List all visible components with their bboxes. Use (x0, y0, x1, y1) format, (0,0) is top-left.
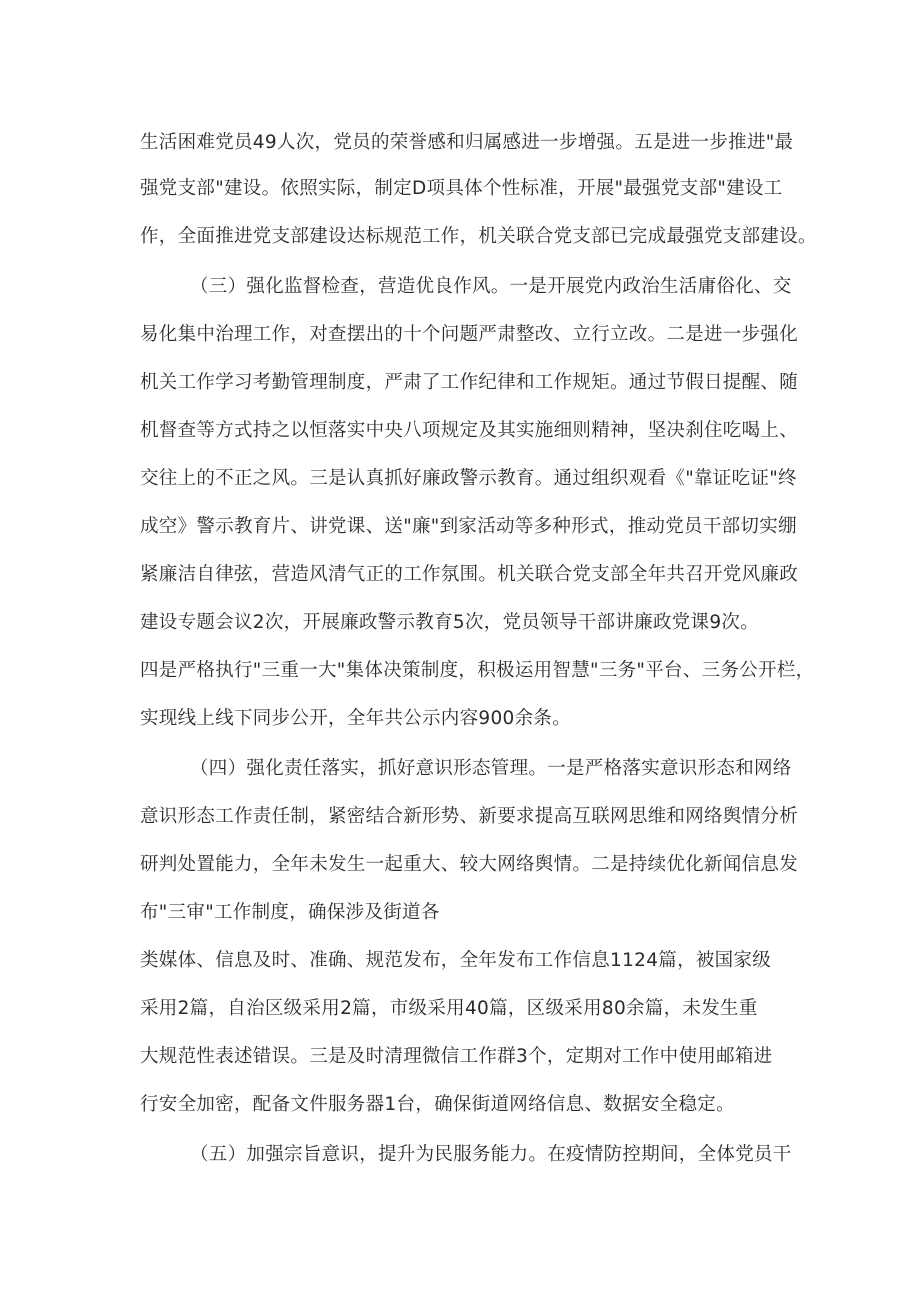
section-heading-five: （五）加强宗旨意识，提升为民服务能力。在疫情防控期间，全体党员干 (190, 1144, 792, 1165)
section-heading-three: （三）强化监督检查，营造优良作风。一是开展党内政治生活庸俗化、交 (190, 276, 792, 297)
text-line: 交往上的不正之风。三是认真抓好廉政警示教育。通过组织观看《"靠证吃证"终 (140, 468, 797, 489)
section-heading-four: （四）强化责任落实，抓好意识形态管理。一是严格落实意识形态和网络 (190, 758, 792, 779)
text-line: 紧廉洁自律弦，营造风清气正的工作氛围。机关联合党支部全年共召开党风廉政 (140, 564, 799, 585)
text-line: 意识形态工作责任制，紧密结合新形势、新要求提高互联网思维和网络舆情分析 (140, 806, 799, 827)
text-line: 生活困难党员49人次，党员的荣誉感和归属感进一步增强。五是进一步推进"最 (140, 132, 794, 153)
text-line: 采用2篇，自治区级采用2篇，市级采用40篇，区级采用80余篇，未发生重 (140, 998, 758, 1019)
text-line: 机督查等方式持之以恒落实中央八项规定及其实施细则精神，坚决刹住吃喝上、 (140, 420, 799, 441)
text-line: 易化集中治理工作，对查摆出的十个问题严肃整改、立行立改。二是进一步强化 (140, 324, 799, 345)
text-line: 成空》警示教育片、讲党课、送"廉"到家活动等多种形式，推动党员干部切实绷 (140, 516, 797, 537)
text-line: 类媒体、信息及时、准确、规范发布，全年发布工作信息1124篇，被国家级 (140, 950, 772, 971)
text-line: 强党支部"建设。依照实际，制定D项具体个性标准，开展"最强党支部"建设工 (140, 178, 783, 199)
text-line: 作，全面推进党支部建设达标规范工作，机关联合党支部已完成最强党支部建设。 (140, 226, 817, 247)
text-line: 四是严格执行"三重一大"集体决策制度，积极运用智慧"三务"平台、三务公开栏， (140, 660, 815, 681)
text-line: 行安全加密，配备文件服务器1台，确保街道网络信息、数据安全稳定。 (140, 1094, 735, 1115)
text-line: 大规范性表述错误。三是及时清理微信工作群3个，定期对工作中使用邮箱进 (140, 1046, 773, 1067)
text-line: 研判处置能力，全年未发生一起重大、较大网络舆情。二是持续优化新闻信息发 (140, 854, 799, 875)
text-line: 实现线上线下同步公开，全年共公示内容900余条。 (140, 708, 572, 729)
text-line: 布"三审"工作制度，确保涉及街道各 (140, 902, 440, 923)
text-line: 建设专题会议2次，开展廉政警示教育5次，党员领导干部讲廉政党课9次。 (140, 612, 760, 633)
text-line: 机关工作学习考勤管理制度，严肃了工作纪律和工作规矩。通过节假日提醒、随 (140, 372, 799, 393)
